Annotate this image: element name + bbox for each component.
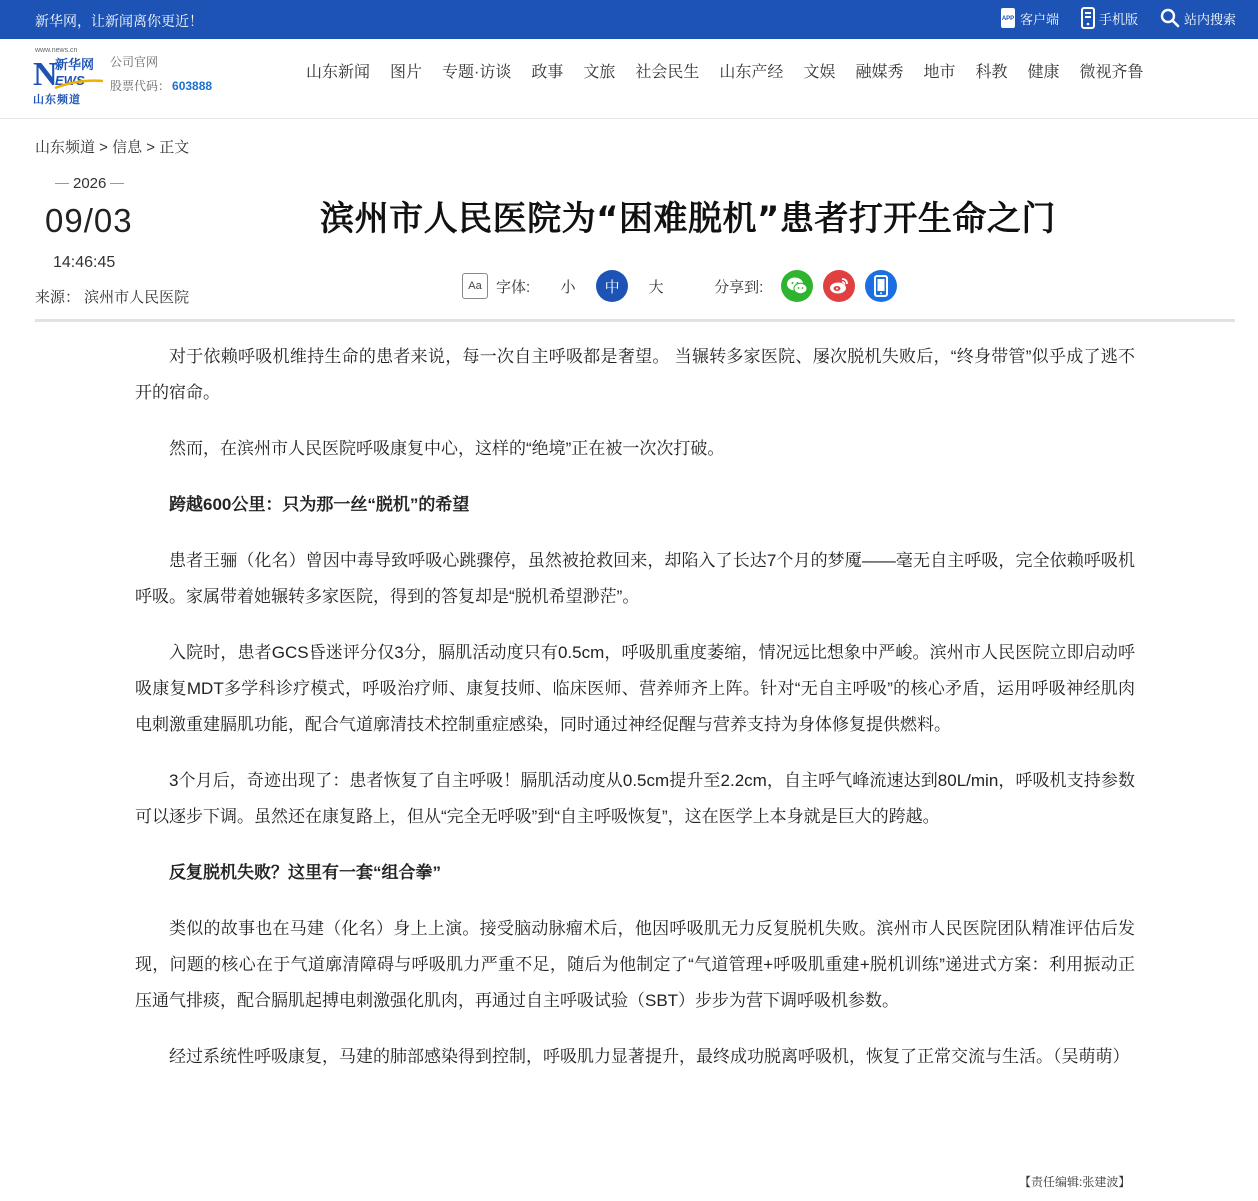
article-subheading: 反复脱机失败？这里有一套“组合拳” — [169, 863, 441, 882]
breadcrumb-channel[interactable]: 山东频道 — [35, 139, 96, 156]
font-size-medium-button[interactable]: 中 — [596, 270, 628, 302]
app-client-label: 客户端 — [1019, 11, 1059, 27]
article-body — [135, 339, 1135, 1095]
article-title: 滨州市人民医院为“困难脱机”患者打开生命之门 — [320, 199, 1056, 239]
mobile-icon — [1081, 7, 1095, 29]
mobile-version-link[interactable] — [1081, 7, 1138, 29]
app-client-link[interactable] — [1000, 7, 1059, 29]
nav-item-media-show[interactable]: 融媒秀 — [855, 64, 904, 81]
nav-item-science-education[interactable]: 科教 — [975, 64, 1008, 81]
top-bar — [0, 0, 1258, 39]
svg-text:新华网: 新华网 — [55, 58, 95, 73]
share-weibo-button[interactable] — [823, 270, 855, 302]
nav-item-culture-tourism[interactable]: 文旅 — [583, 64, 616, 81]
publish-year — [51, 175, 128, 192]
article-paragraph: 患者王骊（化名）曾因中毒导致呼吸心跳骤停，虽然被抢救回来，却陷入了长达7个月的梦魇——毫无自主呼吸，完全依赖呼吸机呼吸。家属带着她辗转多家医院，得到的答复却是“脱机希望渺茫”。 — [135, 551, 1135, 606]
logo-channel-name: 山东频道 — [33, 93, 81, 106]
nav-item-politics[interactable]: 政事 — [531, 64, 564, 81]
nav-item-entertainment[interactable]: 文娱 — [803, 64, 836, 81]
article-paragraph: 类似的故事也在马建（化名）身上上演。接受脑动脉瘤术后，他因呼吸肌无力反复脱机失败。滨州市人民医院团队精准评估后发现，问题的核心在于气道廓清障碍与呼吸肌力严重不足，随后为他制定了“气道管理+呼吸肌重建+脱机训练”递进式方案：利用振动正压通气排痰，配合膈肌起搏电刺激强化肌肉，再通过自主呼吸试验（SBT）步步为营下调呼吸机参数。 — [135, 919, 1135, 1010]
title-divider — [35, 319, 1235, 322]
xinhua-logo[interactable] — [33, 47, 103, 107]
breadcrumb-sep: > — [95, 139, 113, 156]
weibo-icon — [828, 276, 850, 296]
stock-code — [110, 77, 212, 94]
wechat-icon — [786, 276, 808, 296]
responsible-editor: 【责任编辑:张建波】 — [1019, 1175, 1131, 1189]
nav-item-micro-video[interactable]: 微视齐鲁 — [1079, 64, 1144, 81]
stock-code-value: 603888 — [172, 79, 213, 93]
site-slogan: 新华网，让新闻离你更近！ — [35, 13, 203, 29]
logo-site-url: www.news.cn — [35, 47, 78, 54]
logo-mark-icon — [33, 55, 105, 93]
share-label: 分享到: — [714, 278, 764, 296]
svg-text:APP: APP — [1001, 16, 1015, 22]
svg-text:N: N — [33, 56, 58, 93]
app-icon — [1000, 7, 1016, 29]
mobile-version-label: 手机版 — [1098, 11, 1138, 27]
breadcrumb-info[interactable]: 信息 — [112, 139, 143, 156]
publish-year-value: 2026 — [73, 175, 107, 192]
nav-item-topics-interviews[interactable]: 专题·访谈 — [442, 64, 512, 81]
svg-text:EWS: EWS — [55, 73, 85, 88]
article-subheading: 跨越600公里：只为那一丝“脱机”的希望 — [169, 495, 470, 514]
nav-item-economy[interactable]: 山东产经 — [719, 64, 784, 81]
year-rule-right — [110, 183, 124, 184]
publish-month-day: 09/03 — [45, 202, 133, 239]
article-paragraph: 然而，在滨州市人民医院呼吸康复中心，这样的“绝境”正在被一次次打破。 — [169, 439, 725, 458]
site-search-link[interactable] — [1160, 8, 1236, 28]
corporate-site-link[interactable]: 公司官网 — [110, 55, 159, 69]
site-header — [0, 39, 1258, 119]
font-size-icon: Aa — [462, 273, 488, 299]
article-source: 来源： 滨州市人民医院 — [35, 289, 190, 306]
site-search-label: 站内搜索 — [1183, 11, 1236, 27]
stock-code-label: 股票代码： — [110, 79, 171, 93]
publish-time: 14:46:45 — [53, 254, 116, 271]
article-tools — [462, 270, 897, 302]
breadcrumb-sep: > — [142, 139, 160, 156]
year-rule-left — [55, 183, 69, 184]
font-size-small-button[interactable]: 小 — [560, 278, 576, 296]
breadcrumb — [35, 136, 189, 157]
article-paragraph: 3个月后，奇迹出现了：患者恢复了自主呼吸！膈肌活动度从0.5cm提升至2.2cm，自主呼气峰流速达到80L/min，呼吸机支持参数可以逐步下调。虽然还在康复路上，但从“完全无呼吸”到“自主呼吸恢复”，这在医学上本身就是巨大的跨越。 — [135, 771, 1135, 826]
nav-item-society[interactable]: 社会民生 — [635, 64, 700, 81]
article-paragraph: 入院时，患者GCS昏迷评分仅3分，膈肌活动度只有0.5cm，呼吸肌重度萎缩，情况远比想象中严峻。滨州市人民医院立即启动呼吸康复MDT多学科诊疗模式，呼吸治疗师、康复技师、临床医师、营养师齐上阵。针对“无自主呼吸”的核心矛盾，运用呼吸神经肌肉电刺激重建膈肌功能，配合气道廓清技术控制重症感染，同时通过神经促醒与营养支持为身体修复提供燃料。 — [135, 643, 1135, 734]
main-nav — [296, 59, 1154, 82]
article-paragraph: 经过系统性呼吸康复，马建的肺部感染得到控制，呼吸肌力显著提升，最终成功脱离呼吸机，恢复了正常交流与生活。（吴萌萌） — [169, 1047, 1130, 1066]
nav-item-shandong-news[interactable]: 山东新闻 — [306, 64, 371, 81]
share-wechat-button[interactable] — [781, 270, 813, 302]
nav-item-health[interactable]: 健康 — [1027, 64, 1060, 81]
top-links — [978, 7, 1236, 29]
nav-item-photos[interactable]: 图片 — [390, 64, 423, 81]
breadcrumb-current: 正文 — [159, 139, 190, 156]
mobile-share-icon — [874, 275, 888, 297]
nav-item-cities[interactable]: 地市 — [923, 64, 956, 81]
search-icon — [1160, 8, 1180, 28]
font-size-large-button[interactable]: 大 — [648, 278, 664, 296]
font-size-label: 字体: — [496, 278, 531, 296]
share-mobile-button[interactable] — [865, 270, 897, 302]
article-paragraph: 对于依赖呼吸机维持生命的患者来说，每一次自主呼吸都是奢望。 当辗转多家医院、屡次脱机失败后，“终身带管”似乎成了逃不开的宿命。 — [135, 347, 1135, 402]
